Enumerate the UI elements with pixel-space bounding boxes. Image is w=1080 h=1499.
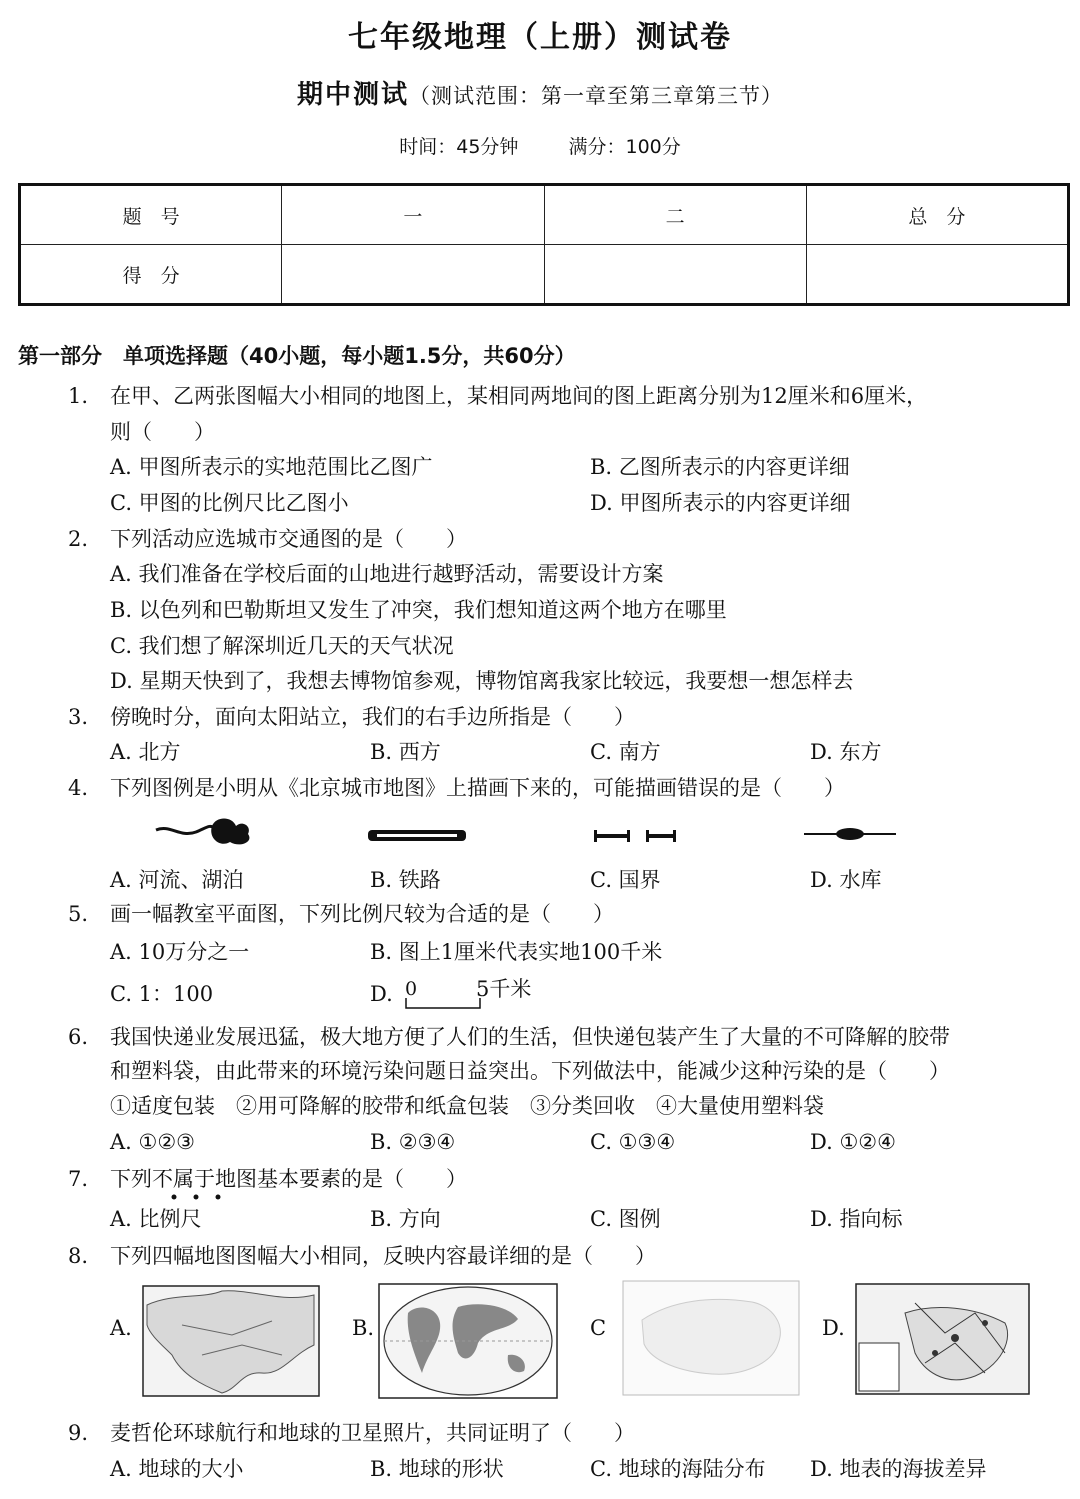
score-table-header-row — [20, 185, 1069, 245]
question-stem: 下列活动应选城市交通图的是（ ） — [110, 527, 467, 551]
option-b[interactable]: B. ②③④ — [370, 1130, 456, 1154]
question-stem: 下列不属于地图基本要素的是（ ） — [110, 1167, 467, 1191]
option-b[interactable]: B. 以色列和巴勒斯坦又发生了冲突，我们想知道这两个地方在哪里 — [110, 598, 727, 622]
option-c[interactable]: C. 甲图的比例尺比乙图小 — [110, 491, 349, 515]
question-number: 5. — [68, 902, 89, 926]
option-a[interactable]: A. 甲图所表示的实地范围比乙图广 — [110, 455, 433, 479]
map-c-image — [622, 1280, 800, 1396]
option-a[interactable]: A. 北方 — [110, 740, 181, 764]
map-a-image — [142, 1285, 320, 1397]
option-c[interactable]: C. 地球的海陆分布 — [590, 1457, 766, 1481]
question-number: 6. — [68, 1025, 89, 1049]
question-stem: 和塑料袋，由此带来的环境污染问题日益突出。下列做法中，能减少这种污染的是（ ） — [110, 1059, 950, 1083]
option-d[interactable]: D. — [822, 1316, 845, 1340]
option-d[interactable]: D. 甲图所表示的内容更详细 — [590, 491, 851, 515]
score-table — [18, 183, 1070, 306]
question-items: ①适度包装 ②用可降解的胶带和纸盒包装 ③分类回收 ④大量使用塑料袋 — [110, 1094, 824, 1118]
option-c[interactable]: C. 图例 — [590, 1207, 661, 1231]
option-a[interactable]: A. 我们准备在学校后面的山地进行越野活动，需要设计方案 — [110, 562, 664, 586]
scale-zero-label: 0 — [405, 978, 418, 1000]
line-scale-icon — [404, 996, 484, 1012]
score-cell: 题 号 — [20, 185, 282, 245]
option-b[interactable]: B. 乙图所表示的内容更详细 — [590, 455, 850, 479]
question-number: 8. — [68, 1244, 89, 1268]
exam-subtitle — [0, 74, 1080, 111]
railway-symbol-icon — [365, 826, 470, 846]
option-c[interactable]: C. 我们想了解深圳近几天的天气状况 — [110, 634, 454, 658]
question-stem: 傍晚时分，面向太阳站立，我们的右手边所指是（ ） — [110, 705, 635, 729]
question-number: 7. — [68, 1167, 89, 1191]
map-d-image — [855, 1283, 1030, 1395]
reservoir-symbol-icon — [800, 822, 900, 846]
option-d[interactable]: D. 水库 — [810, 868, 882, 892]
option-d[interactable]: D. 地表的海拔差异 — [810, 1457, 987, 1481]
question-stem: 则（ ） — [110, 420, 215, 444]
river-lake-symbol-icon — [150, 812, 260, 856]
score-cell: 二 — [544, 185, 806, 245]
score-input-cell[interactable] — [806, 245, 1068, 305]
option-a[interactable]: A. 地球的大小 — [110, 1457, 244, 1481]
score-cell: 得 分 — [20, 245, 282, 305]
emphasis-dots — [166, 1192, 236, 1202]
option-a[interactable]: A. 10万分之一 — [110, 940, 250, 964]
exam-meta — [0, 132, 1080, 159]
score-input-cell[interactable] — [544, 245, 806, 305]
question-stem: 麦哲伦环球航行和地球的卫星照片，共同证明了（ ） — [110, 1421, 635, 1445]
exam-scope: （测试范围：第一章至第三章第三节） — [409, 84, 783, 108]
score-cell: 一 — [282, 185, 544, 245]
option-d[interactable]: D. 星期天快到了，我想去博物馆参观，博物馆离我家比较远，我要想一想怎样去 — [110, 669, 854, 693]
question-number: 4. — [68, 776, 89, 800]
question-stem: 下列图例是小明从《北京城市地图》上描画下来的，可能描画错误的是（ ） — [110, 776, 845, 800]
question-number: 9. — [68, 1421, 89, 1445]
exam-full-score: 满分：100分 — [568, 136, 681, 158]
score-cell: 总 分 — [806, 185, 1068, 245]
option-a[interactable]: A. 河流、湖泊 — [110, 868, 244, 892]
option-b[interactable]: B. 图上1厘米代表实地100千米 — [370, 940, 663, 964]
option-b[interactable]: B. 铁路 — [370, 868, 441, 892]
option-d[interactable]: D. 指向标 — [810, 1207, 903, 1231]
question-number: 3. — [68, 705, 89, 729]
score-table-score-row — [20, 245, 1069, 305]
option-c[interactable]: C. 国界 — [590, 868, 661, 892]
score-input-cell[interactable] — [282, 245, 544, 305]
question-stem: 我国快递业发展迅猛，极大地方便了人们的生活，但快递包装产生了大量的不可降解的胶带 — [110, 1025, 950, 1049]
option-c[interactable]: C. 1：100 — [110, 982, 214, 1006]
question-number: 2. — [68, 527, 89, 551]
option-a[interactable]: A. ①②③ — [110, 1130, 195, 1154]
option-c[interactable]: C — [590, 1316, 607, 1340]
option-a[interactable]: A. — [110, 1316, 132, 1340]
scale-distance-label: 5千米 — [476, 977, 532, 1001]
page-title: 七年级地理（上册）测试卷 — [348, 20, 732, 55]
option-b[interactable]: B. 方向 — [370, 1207, 441, 1231]
option-a[interactable]: A. 比例尺 — [110, 1207, 202, 1231]
question-stem: 画一幅教室平面图，下列比例尺较为合适的是（ ） — [110, 902, 614, 926]
question-stem: 下列四幅地图图幅大小相同，反映内容最详细的是（ ） — [110, 1244, 656, 1268]
exam-time: 时间：45分钟 — [399, 136, 519, 158]
question-number: 1. — [68, 384, 89, 408]
option-b[interactable]: B. 地球的形状 — [370, 1457, 504, 1481]
option-b[interactable]: B. 西方 — [370, 740, 441, 764]
section-heading: 第一部分 单项选择题（40小题，每小题1.5分，共60分） — [18, 344, 576, 368]
exam-type: 期中测试 — [296, 80, 409, 110]
option-c[interactable]: C. 南方 — [590, 740, 661, 764]
option-d[interactable]: D. — [370, 982, 393, 1006]
option-d[interactable]: D. ①②④ — [810, 1130, 896, 1154]
map-b-world-image — [378, 1283, 558, 1399]
option-b[interactable]: B. — [352, 1316, 375, 1340]
option-c[interactable]: C. ①③④ — [590, 1130, 676, 1154]
border-symbol-icon — [590, 826, 690, 846]
question-stem: 在甲、乙两张图幅大小相同的地图上，某相同两地间的图上距离分别为12厘米和6厘米， — [110, 384, 928, 408]
option-d[interactable]: D. 东方 — [810, 740, 882, 764]
